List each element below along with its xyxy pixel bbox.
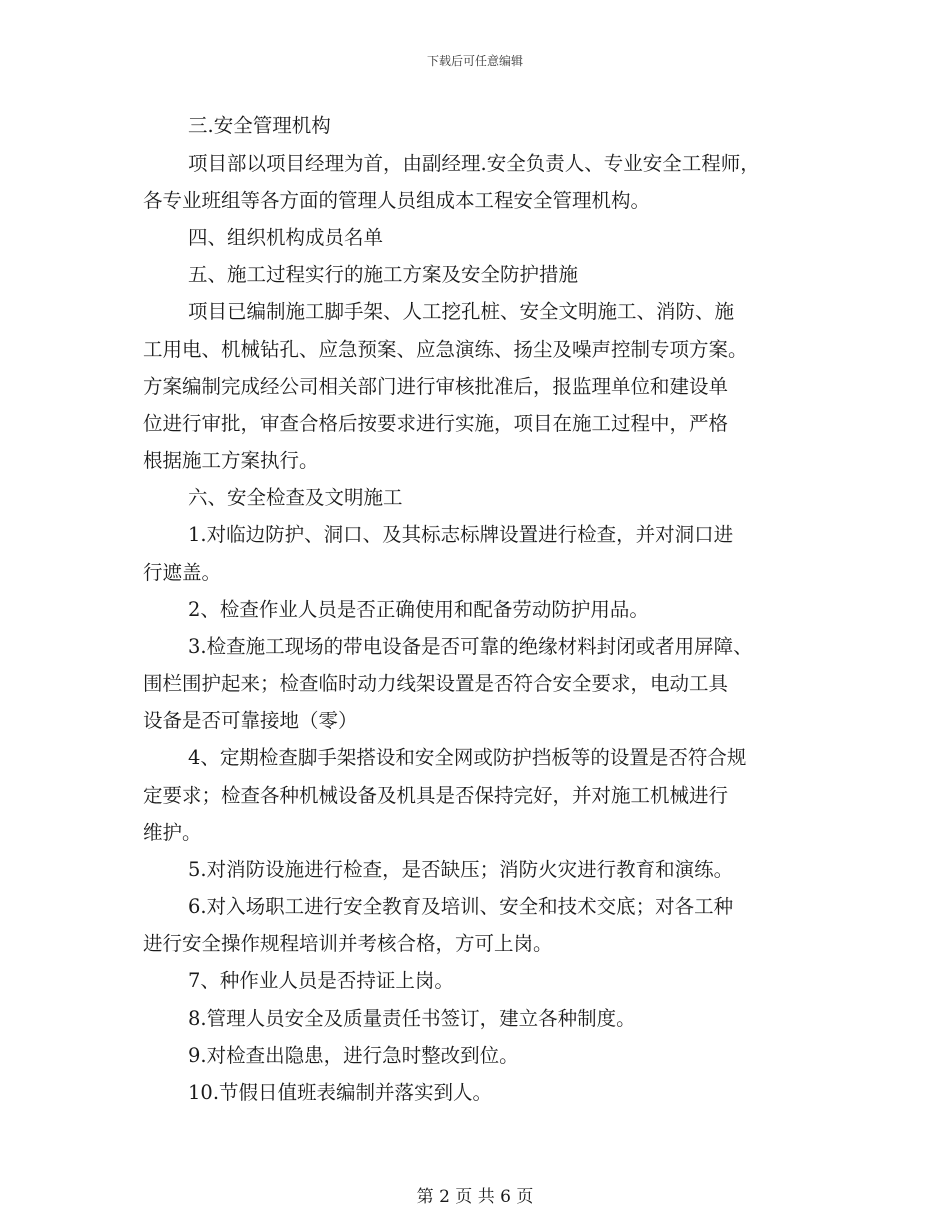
- list-item-3: 3.检查施工现场的带电设备是否可靠的绝缘材料封闭或者用屏障、: [188, 635, 753, 658]
- list-item-4-cont: 维护。: [143, 821, 202, 844]
- list-item-4-cont: 定要求；检查各种机械设备及机具是否保持完好，并对施工机械进行: [143, 784, 729, 807]
- list-item-6-cont: 进行安全操作规程培训并考核合格，方可上岗。: [143, 932, 553, 955]
- paragraph-line: 项目已编制施工脚手架、人工挖孔桩、安全文明施工、消防、施: [188, 300, 735, 323]
- paragraph-line: 位进行审批，审查合格后按要求进行实施，项目在施工过程中，严格: [143, 412, 729, 435]
- paragraph-line: 各专业班组等各方面的管理人员组成本工程安全管理机构。: [143, 189, 651, 212]
- list-item-9: 9.对检查出隐患，进行急时整改到位。: [188, 1044, 519, 1067]
- list-item-2: 2、检查作业人员是否正确使用和配备劳动防护用品。: [188, 598, 649, 621]
- section-heading-4: 四、组织机构成员名单: [188, 226, 384, 249]
- list-item-10: 10.节假日值班表编制并落实到人。: [188, 1081, 493, 1104]
- list-item-1: 1.对临边防护、洞口、及其标志标牌设置进行检查，并对洞口进: [188, 523, 734, 546]
- list-item-3-cont: 设备是否可靠接地（零）: [143, 709, 358, 732]
- list-item-6: 6.对入场职工进行安全教育及培训、安全和技术交底；对各工种: [188, 895, 734, 918]
- page-header: 下载后可任意编辑: [426, 54, 523, 68]
- section-heading-6: 六、安全检查及文明施工: [188, 486, 403, 509]
- list-item-5: 5.对消防设施进行检查，是否缺压；消防火灾进行教育和演练。: [188, 858, 734, 881]
- list-item-3-cont: 围栏围护起来；检查临时动力线架设置是否符合安全要求，电动工具: [143, 672, 729, 695]
- paragraph-line: 项目部以项目经理为首，由副经理.安全负责人、专业安全工程师，: [188, 152, 760, 175]
- paragraph-line: 根据施工方案执行。: [143, 449, 319, 472]
- list-item-7: 7、种作业人员是否持证上岗。: [188, 969, 454, 992]
- section-heading-5: 五、施工过程实行的施工方案及安全防护措施: [188, 263, 579, 286]
- list-item-4: 4、定期检查脚手架搭设和安全网或防护挡板等的设置是否符合规: [188, 746, 747, 769]
- page-number-footer: 第 2 页 共 6 页: [416, 1187, 534, 1207]
- section-heading-3: 三.安全管理机构: [188, 114, 331, 137]
- list-item-1-cont: 行遮盖。: [143, 561, 222, 584]
- list-item-8: 8.管理人员安全及质量责任书签订，建立各种制度。: [188, 1007, 636, 1030]
- paragraph-line: 方案编制完成经公司相关部门进行审核批准后，报监理单位和建设单: [143, 375, 729, 398]
- paragraph-line: 工用电、机械钻孔、应急预案、应急演练、扬尘及噪声控制专项方案。: [143, 338, 748, 361]
